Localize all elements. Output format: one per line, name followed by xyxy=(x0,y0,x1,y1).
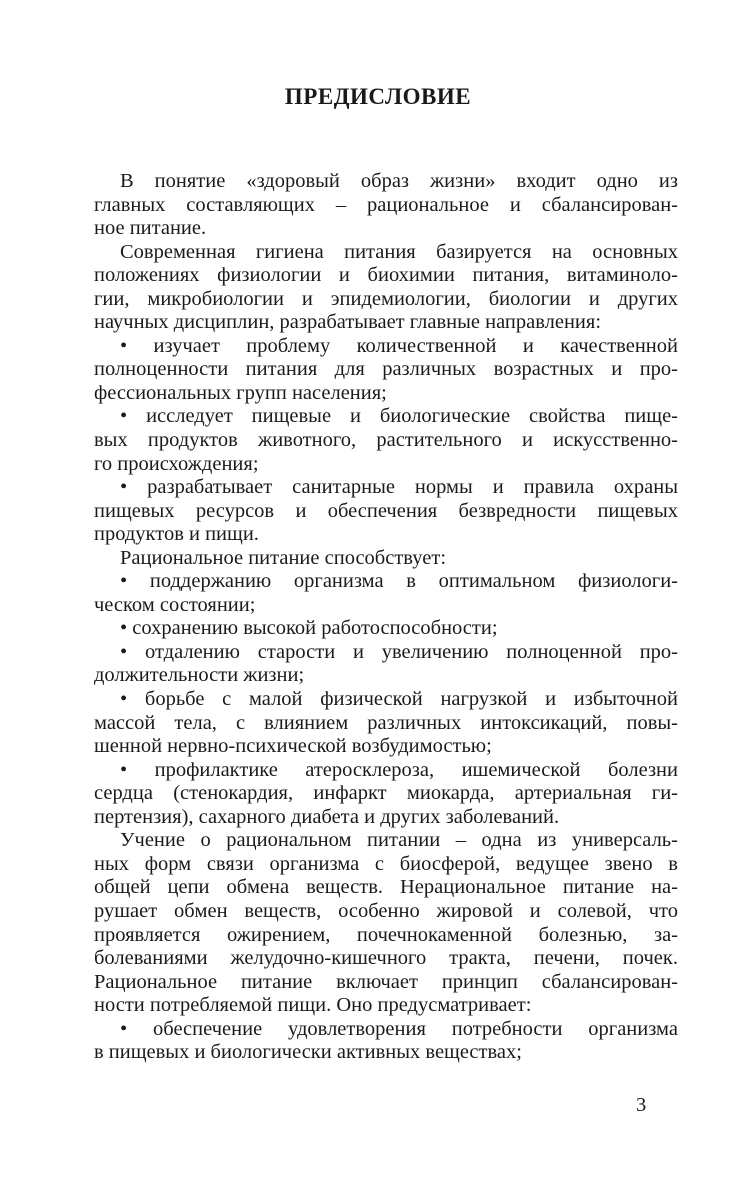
text-line: В понятие «здоровый образ жизни» входит одно из xyxy=(120,170,678,192)
text-line: Рациональное питание способствует: xyxy=(120,546,447,569)
page-number: 3 xyxy=(636,1094,647,1116)
text-line: гии, микробиологии и эпидемиологии, биологии и других xyxy=(94,287,678,310)
text-line: • разрабатывает санитарные нормы и правила охраны xyxy=(120,476,678,499)
text-line: полноценности питания для различных возрастных и про- xyxy=(94,358,678,381)
text-line: вых продуктов животного, растительного и искусственно- xyxy=(94,429,678,452)
text-line: • исследует пищевые и биологические свойства пище- xyxy=(120,405,678,428)
text-line: ное питание. xyxy=(94,217,207,240)
text-line: Рациональное питание включает принцип сбалансирован- xyxy=(94,970,678,993)
text-line: • сохранению высокой работоспособности; xyxy=(120,617,498,640)
text-line: в пищевых и биологически активных веществах; xyxy=(94,1041,522,1064)
text-line: ности потребляемой пищи. Оно предусматривает: xyxy=(94,994,532,1017)
text-line: сердца (стенокардия, инфаркт миокарда, артериальная ги- xyxy=(94,782,678,805)
text-line: должительности жизни; xyxy=(94,664,305,687)
text-line: ных форм связи организма с биосферой, ведущее звено в xyxy=(94,852,678,875)
text-line: главных составляющих – рациональное и сбалансирован- xyxy=(94,193,678,216)
text-line: научных дисциплин, разрабатывает главные направления: xyxy=(94,311,602,334)
text-line: массой тела, с влиянием различных интоксикаций, повы- xyxy=(94,711,678,734)
text-line: • профилактике атеросклероза, ишемической болезни xyxy=(120,758,678,781)
text-line: рушает обмен веществ, особенно жировой и солевой, что xyxy=(94,899,678,922)
text-line: болеваниями желудочно-кишечного тракта, печени, почек. xyxy=(94,947,678,970)
text-line: шенной нервно-психической возбудимостью; xyxy=(94,735,492,758)
text-line: ческом состоянии; xyxy=(94,593,256,616)
text-line: продуктов и пищи. xyxy=(94,523,259,546)
text-line: го происхождения; xyxy=(94,452,259,475)
text-line: пертензия), сахарного диабета и других заболеваний. xyxy=(94,805,560,828)
text-line: фессиональных групп населения; xyxy=(94,381,387,404)
text-line: • обеспечение удовлетворения потребности организма xyxy=(120,1017,678,1040)
text-line: • отдалению старости и увеличению полноценной про- xyxy=(120,640,678,663)
text-line: • борьбе с малой физической нагрузкой и избыточной xyxy=(120,688,678,711)
page-title: ПРЕДИСЛОВИЕ xyxy=(284,84,472,109)
text-line: • изучает проблему количественной и качественной xyxy=(120,334,678,357)
text-line: пищевых ресурсов и обеспечения безвредности пищевых xyxy=(94,499,678,522)
text-line: Учение о рациональном питании – одна из универсаль- xyxy=(120,829,678,852)
text-line: • поддержанию организма в оптимальном физиологи- xyxy=(120,570,678,593)
body-text xyxy=(94,170,678,1065)
text-line: проявляется ожирением, почечнокаменной болезнью, за- xyxy=(94,923,678,946)
text-line: общей цепи обмена веществ. Нерациональное питание на- xyxy=(94,876,678,899)
text-line: Современная гигиена питания базируется на основных xyxy=(120,240,678,263)
text-line: положениях физиологии и биохимии питания, витаминоло- xyxy=(94,264,678,287)
